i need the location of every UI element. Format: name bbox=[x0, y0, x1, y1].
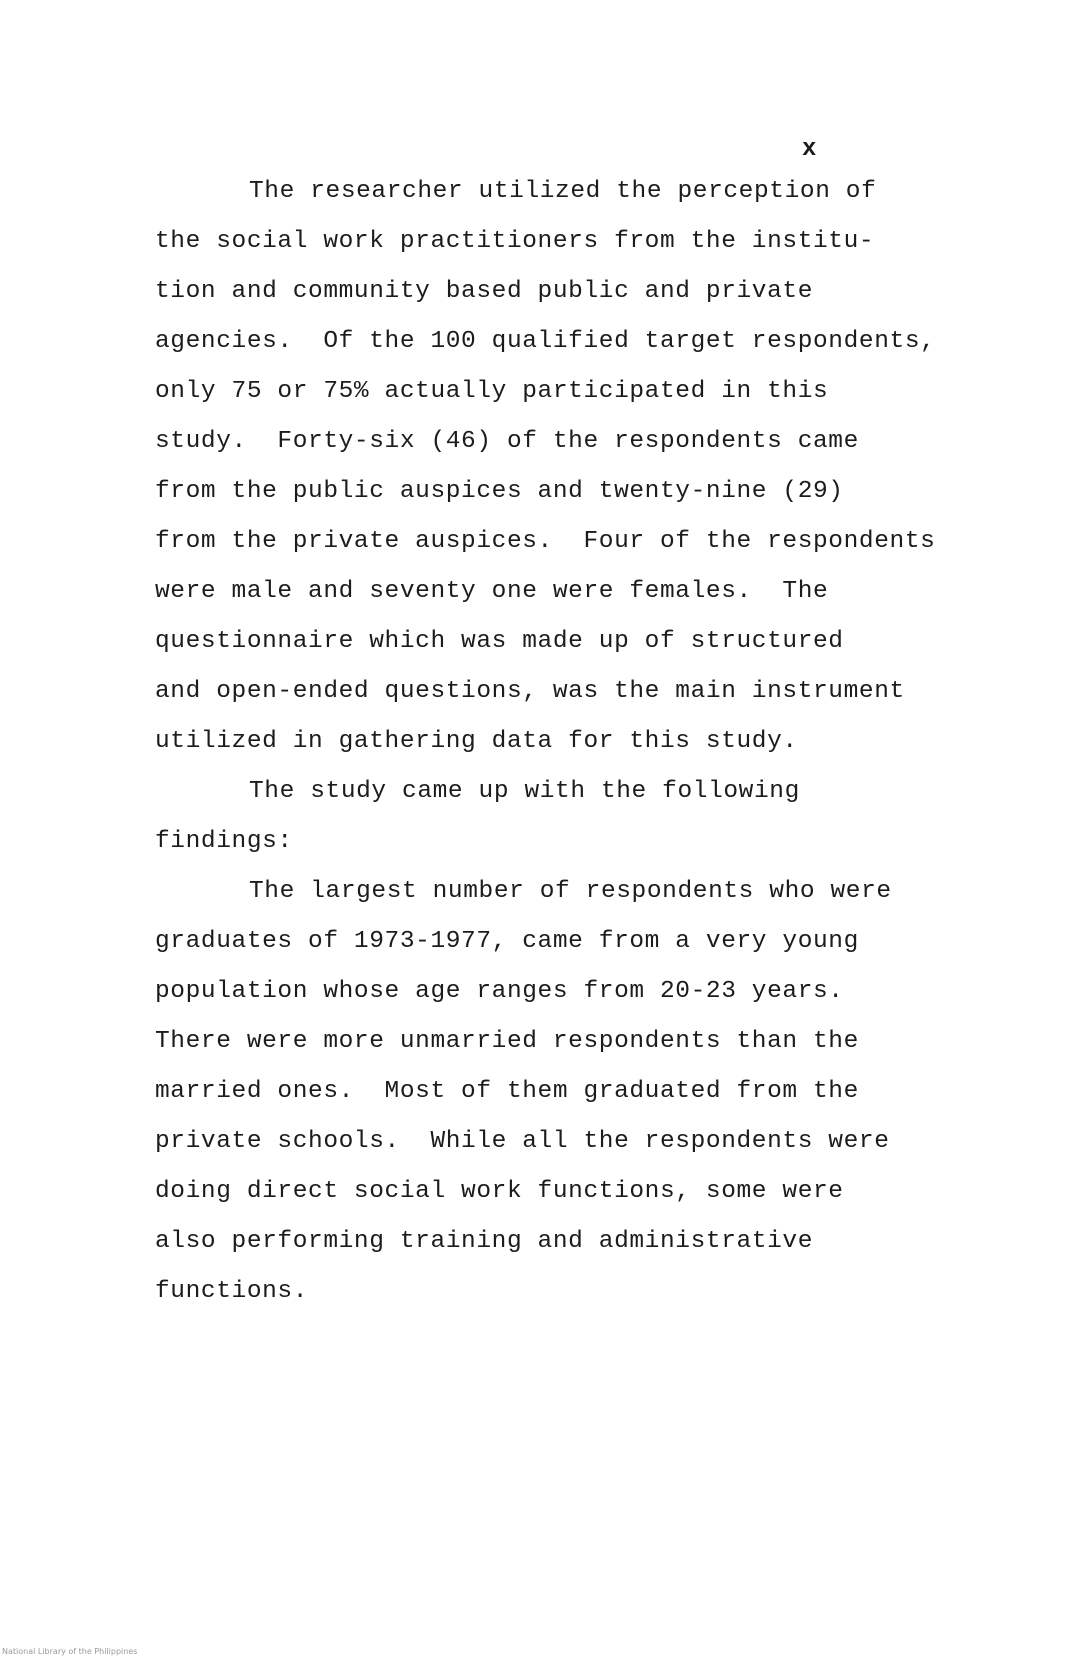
text-line: There were more unmarried respondents than the bbox=[155, 1028, 859, 1055]
text-line: from the private auspices. Four of the respondents bbox=[155, 528, 936, 555]
text-line: utilized in gathering data for this study. bbox=[155, 728, 798, 755]
text-line: agencies. Of the 100 qualified target respondents, bbox=[155, 328, 936, 355]
text-line: graduates of 1973-1977, came from a very young bbox=[155, 928, 859, 955]
text-line: study. Forty-six (46) of the respondents came bbox=[155, 428, 859, 455]
text-line: from the public auspices and twenty-nine (29) bbox=[155, 478, 844, 505]
text-line: also performing training and administrative bbox=[155, 1228, 814, 1255]
text-line: functions. bbox=[155, 1278, 309, 1305]
text-line: only 75 or 75% actually participated in this bbox=[155, 378, 829, 405]
page-number: x bbox=[802, 136, 818, 163]
text-line: and open-ended questions, was the main instrument bbox=[155, 678, 905, 705]
text-line: were male and seventy one were females. The bbox=[155, 578, 829, 605]
text-line: private schools. While all the respondents were bbox=[155, 1128, 890, 1155]
text-line: doing direct social work functions, some were bbox=[155, 1178, 844, 1205]
text-line: The researcher utilized the perception of bbox=[249, 178, 877, 205]
text-line: The largest number of respondents who were bbox=[249, 878, 892, 905]
text-line: The study came up with the following bbox=[249, 778, 800, 805]
text-line: married ones. Most of them graduated from the bbox=[155, 1078, 859, 1105]
text-line: questionnaire which was made up of structured bbox=[155, 628, 844, 655]
text-line: the social work practitioners from the institu- bbox=[155, 228, 875, 255]
text-line: findings: bbox=[155, 828, 293, 855]
text-line: population whose age ranges from 20-23 years. bbox=[155, 978, 844, 1005]
scan-footer: National Library of the Philippines bbox=[2, 1647, 138, 1656]
text-line: tion and community based public and private bbox=[155, 278, 814, 305]
